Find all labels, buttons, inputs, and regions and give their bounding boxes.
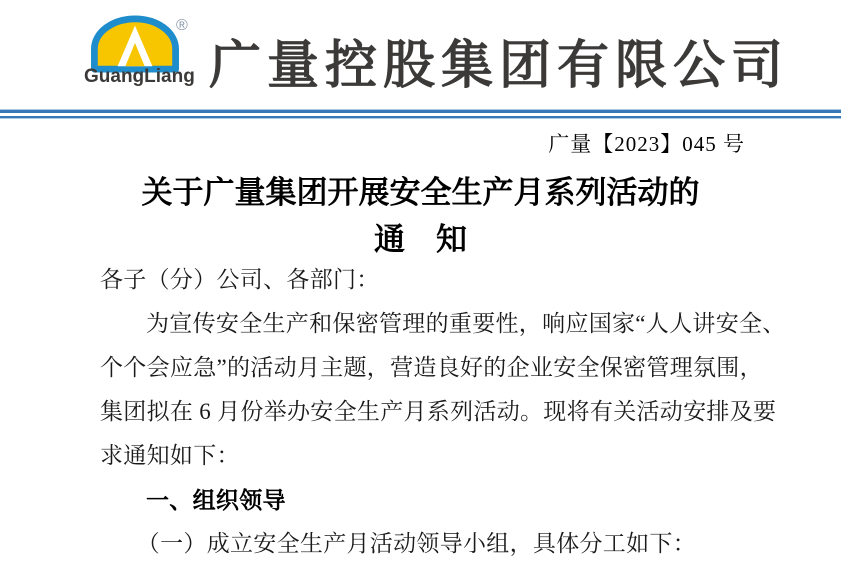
- document-number: 广量【2023】045 号: [548, 132, 745, 156]
- company-name: 广量控股集团有限公司: [209, 37, 790, 95]
- section-heading: 一、组织领导: [146, 487, 286, 513]
- dome-triangle-logo-icon: [88, 15, 182, 73]
- list-item-line: （一）成立安全生产月活动领导小组，具体分工如下：: [136, 531, 696, 556]
- document-body: [100, 258, 786, 566]
- salutation-line: 各子（分）公司、各部门：: [100, 267, 380, 292]
- document-title: [0, 169, 841, 263]
- paragraph-line: 为宣传安全生产和保密管理的重要性，响应国家“人人讲安全、: [146, 311, 786, 336]
- paragraph-line: 求通知如下：: [100, 443, 240, 468]
- title-line-1: 关于广量集团开展安全生产月系列活动的: [141, 175, 700, 210]
- registered-trademark-icon: ®: [176, 17, 188, 34]
- paragraph-line: 集团拟在 6 月份举办安全生产月系列活动。现将有关活动安排及要: [100, 399, 777, 424]
- title-line-2: 通 知: [374, 222, 467, 257]
- divider-line-thin-bottom: [0, 118, 841, 119]
- letterhead-divider: [0, 109, 841, 119]
- paragraph-line: 个个会应急”的活动月主题，营造良好的企业安全保密管理氛围，: [100, 355, 763, 380]
- logo-brand-text: GuangLiang: [84, 66, 195, 87]
